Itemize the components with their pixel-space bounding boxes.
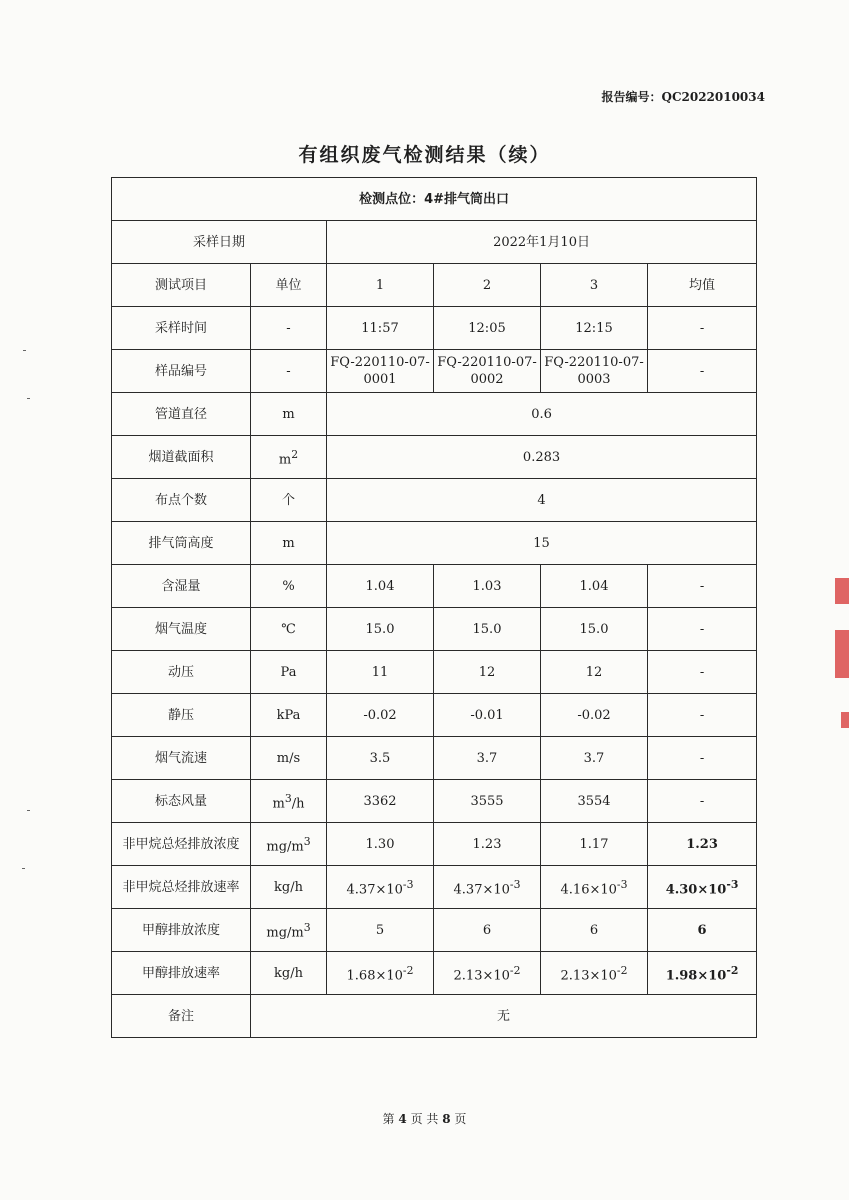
header-col-3: 3 xyxy=(541,264,648,307)
remark-value: 无 xyxy=(251,995,757,1038)
location-label: 检测点位：4#排气筒出口 xyxy=(112,178,757,221)
remark-row xyxy=(112,995,757,1038)
cell-1 xyxy=(327,866,434,909)
cell-3: 15.0 xyxy=(541,608,648,651)
row-unit: kPa xyxy=(251,694,327,737)
footer-mid: 页 共 xyxy=(410,1112,439,1126)
page-number: 4 xyxy=(398,1112,407,1126)
unit-base: mg/m xyxy=(266,925,304,941)
exponent: -3 xyxy=(726,877,739,891)
row-label: 非甲烷总烃排放浓度 xyxy=(112,823,251,866)
row-label: 烟气温度 xyxy=(112,608,251,651)
merged-value: 4 xyxy=(327,479,757,522)
table-row xyxy=(112,393,757,436)
cell-2: 6 xyxy=(434,909,541,952)
cell-2: 1.03 xyxy=(434,565,541,608)
cell-3: 6 xyxy=(541,909,648,952)
row-label: 样品编号 xyxy=(112,350,251,393)
row-unit xyxy=(251,436,327,479)
cell-1: 15.0 xyxy=(327,608,434,651)
row-label: 布点个数 xyxy=(112,479,251,522)
cell-1: 3362 xyxy=(327,780,434,823)
unit-superscript: 3 xyxy=(303,834,311,848)
cell-average: - xyxy=(648,737,757,780)
unit-base: m xyxy=(272,796,285,812)
header-average: 均值 xyxy=(648,264,757,307)
location-row xyxy=(112,178,757,221)
cell-2: 3.7 xyxy=(434,737,541,780)
cell-2 xyxy=(434,952,541,995)
unit-superscript: 3 xyxy=(303,920,311,934)
row-label: 静压 xyxy=(112,694,251,737)
cell-3 xyxy=(541,866,648,909)
cell-average: - xyxy=(648,608,757,651)
mantissa: 4.30×10 xyxy=(665,882,727,898)
cell-3: 3554 xyxy=(541,780,648,823)
row-unit: - xyxy=(251,307,327,350)
footer-suffix: 页 xyxy=(454,1112,467,1126)
mantissa: 4.16×10 xyxy=(560,882,617,898)
cell-1 xyxy=(327,952,434,995)
header-item: 测试项目 xyxy=(112,264,251,307)
cell-average: - xyxy=(648,694,757,737)
row-label: 含湿量 xyxy=(112,565,251,608)
merged-value: 15 xyxy=(327,522,757,565)
sampling-date-row xyxy=(112,221,757,264)
row-unit: 个 xyxy=(251,479,327,522)
cell-1: -0.02 xyxy=(327,694,434,737)
header-unit: 单位 xyxy=(251,264,327,307)
row-label: 烟道截面积 xyxy=(112,436,251,479)
footer-prefix: 第 xyxy=(382,1112,395,1126)
exponent: -2 xyxy=(616,963,628,977)
cell-average xyxy=(648,866,757,909)
cell-average: - xyxy=(648,350,757,393)
cell-3: FQ-220110-07-0003 xyxy=(541,350,648,393)
table-row xyxy=(112,479,757,522)
sampling-date-value: 2022年1月10日 xyxy=(327,221,757,264)
header-row xyxy=(112,264,757,307)
header-col-2: 2 xyxy=(434,264,541,307)
page-total: 8 xyxy=(442,1112,451,1126)
table-row xyxy=(112,694,757,737)
exponent: -3 xyxy=(616,877,628,891)
row-unit: kg/h xyxy=(251,952,327,995)
exponent: -3 xyxy=(509,877,521,891)
table-row xyxy=(112,780,757,823)
table-row xyxy=(112,350,757,393)
row-unit xyxy=(251,909,327,952)
table-row xyxy=(112,737,757,780)
cell-average: - xyxy=(648,565,757,608)
cell-1: 11:57 xyxy=(327,307,434,350)
exponent: -2 xyxy=(509,963,521,977)
table-row xyxy=(112,651,757,694)
row-label: 动压 xyxy=(112,651,251,694)
report-number: 报告编号：QC2022010034 xyxy=(601,90,765,104)
mantissa: 2.13×10 xyxy=(453,968,510,984)
table-row xyxy=(112,608,757,651)
table-row xyxy=(112,952,757,995)
table-row xyxy=(112,823,757,866)
exponent: -3 xyxy=(402,877,414,891)
cell-3: 12:15 xyxy=(541,307,648,350)
page-title: 有组织废气检测结果（续） xyxy=(298,144,551,166)
cell-average: - xyxy=(648,780,757,823)
mantissa: 4.37×10 xyxy=(453,882,510,898)
row-unit: - xyxy=(251,350,327,393)
cell-3: -0.02 xyxy=(541,694,648,737)
row-label: 非甲烷总烃排放速率 xyxy=(112,866,251,909)
cell-3: 3.7 xyxy=(541,737,648,780)
unit-tail: /h xyxy=(291,796,305,812)
table-row xyxy=(112,522,757,565)
cell-2: FQ-220110-07-0002 xyxy=(434,350,541,393)
row-unit: m xyxy=(251,522,327,565)
mantissa: 1.68×10 xyxy=(346,968,403,984)
cell-1: 3.5 xyxy=(327,737,434,780)
cell-2 xyxy=(434,866,541,909)
mantissa: 2.13×10 xyxy=(560,968,617,984)
row-unit: ℃ xyxy=(251,608,327,651)
cell-1: 11 xyxy=(327,651,434,694)
row-label: 采样时间 xyxy=(112,307,251,350)
row-label: 甲醇排放速率 xyxy=(112,952,251,995)
row-unit: kg/h xyxy=(251,866,327,909)
cell-2: 3555 xyxy=(434,780,541,823)
row-unit: Pa xyxy=(251,651,327,694)
row-unit: % xyxy=(251,565,327,608)
table-row xyxy=(112,307,757,350)
row-label: 排气筒高度 xyxy=(112,522,251,565)
table-row xyxy=(112,909,757,952)
cell-3: 1.17 xyxy=(541,823,648,866)
cell-average: 6 xyxy=(648,909,757,952)
cell-2: 12 xyxy=(434,651,541,694)
cell-3 xyxy=(541,952,648,995)
row-unit xyxy=(251,823,327,866)
merged-value: 0.283 xyxy=(327,436,757,479)
cell-1: 1.04 xyxy=(327,565,434,608)
cell-2: -0.01 xyxy=(434,694,541,737)
cell-1: 1.30 xyxy=(327,823,434,866)
cell-3: 12 xyxy=(541,651,648,694)
cell-average: - xyxy=(648,651,757,694)
exponent: -2 xyxy=(402,963,414,977)
unit-base: mg/m xyxy=(266,839,304,855)
table-row xyxy=(112,436,757,479)
table-row xyxy=(112,565,757,608)
results-table xyxy=(111,177,757,1038)
row-label: 标态风量 xyxy=(112,780,251,823)
cell-average: - xyxy=(648,307,757,350)
row-unit xyxy=(251,780,327,823)
exponent: -2 xyxy=(726,963,739,977)
cell-2: 15.0 xyxy=(434,608,541,651)
sampling-date-label: 采样日期 xyxy=(112,221,327,264)
cell-1: FQ-220110-07-0001 xyxy=(327,350,434,393)
cell-1: 5 xyxy=(327,909,434,952)
cell-average xyxy=(648,952,757,995)
cell-2: 12:05 xyxy=(434,307,541,350)
row-label: 管道直径 xyxy=(112,393,251,436)
header-col-1: 1 xyxy=(327,264,434,307)
merged-value: 0.6 xyxy=(327,393,757,436)
row-unit: m xyxy=(251,393,327,436)
row-label: 备注 xyxy=(112,995,251,1038)
mantissa: 4.37×10 xyxy=(346,882,403,898)
unit-base: m xyxy=(278,452,292,468)
row-label: 烟气流速 xyxy=(112,737,251,780)
page-footer xyxy=(0,1110,849,1127)
table-row xyxy=(112,866,757,909)
unit-superscript: 3 xyxy=(284,791,292,805)
row-unit: m/s xyxy=(251,737,327,780)
row-label: 甲醇排放浓度 xyxy=(112,909,251,952)
cell-2: 1.23 xyxy=(434,823,541,866)
unit-superscript: 2 xyxy=(291,447,299,461)
cell-average: 1.23 xyxy=(648,823,757,866)
mantissa: 1.98×10 xyxy=(665,968,727,984)
cell-3: 1.04 xyxy=(541,565,648,608)
